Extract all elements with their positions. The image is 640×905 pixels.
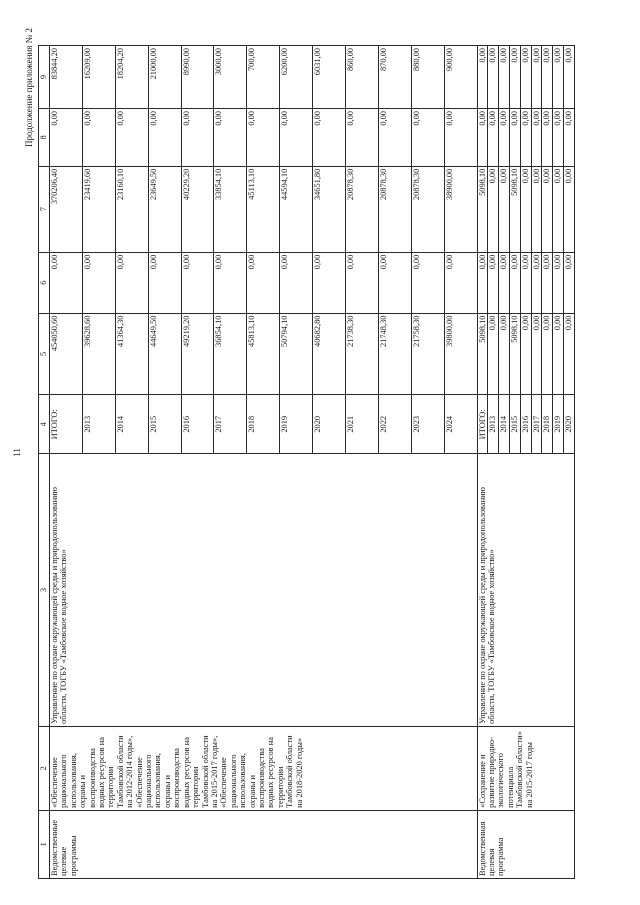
amount-cell-c8: 0,00	[214, 109, 247, 167]
amount-cell-c6: 0,00	[499, 252, 510, 313]
program-type-cell: Ведомственные целевые программы	[50, 810, 478, 878]
amount-cell-c7: 20878,30	[411, 166, 444, 252]
amount-cell-c7: 370206,40	[50, 166, 83, 252]
amount-cell-c5: 0,00	[563, 313, 574, 395]
amount-cell-c8: 0,00	[531, 109, 542, 167]
year-cell: 2019	[553, 395, 564, 454]
amount-cell-c8: 0,00	[346, 109, 379, 167]
amount-cell-c5: 44649,50	[148, 313, 181, 395]
year-cell: 2013	[82, 395, 115, 454]
amount-cell-c8: 0,00	[181, 109, 214, 167]
amount-cell-c6: 0,00	[553, 252, 564, 313]
year-cell: 2014	[499, 395, 510, 454]
amount-cell-c8: 0,00	[378, 109, 411, 167]
amount-cell-c5: 21738,30	[346, 313, 379, 395]
year-cell: 2014	[115, 395, 148, 454]
amount-cell-c7: 34651,80	[313, 166, 346, 252]
amount-cell-c7: 20878,30	[378, 166, 411, 252]
amount-cell-c9: 900,00	[444, 46, 477, 109]
amount-cell-c6: 0,00	[411, 252, 444, 313]
amount-cell-c5: 45813,10	[247, 313, 280, 395]
amount-cell-c7: 5098,10	[477, 166, 488, 252]
amount-cell-c8: 0,00	[148, 109, 181, 167]
amount-cell-c9: 870,00	[378, 46, 411, 109]
amount-cell-c7: 0,00	[563, 166, 574, 252]
amount-cell-c9: 880,00	[411, 46, 444, 109]
amount-cell-c8: 0,00	[553, 109, 564, 167]
amount-cell-c9: 0,00	[531, 46, 542, 109]
amount-cell-c6: 0,00	[488, 252, 499, 313]
amount-cell-c9: 18204,20	[115, 46, 148, 109]
amount-cell-c6: 0,00	[477, 252, 488, 313]
year-cell: 2018	[542, 395, 553, 454]
executor-cell: Управление по охране окружающей среды и природопользованию области, ТОГБУ «Тамбовское водное хозяйство»	[477, 454, 574, 727]
amount-cell-c6: 0,00	[542, 252, 553, 313]
year-cell: 2022	[378, 395, 411, 454]
year-cell: 2015	[509, 395, 520, 454]
amount-cell-c8: 0,00	[444, 109, 477, 167]
amount-cell-c7: 38900,00	[444, 166, 477, 252]
column-number: 1	[39, 810, 50, 878]
amount-cell-c5: 21758,30	[411, 313, 444, 395]
amount-cell-c9: 0,00	[499, 46, 510, 109]
year-cell: 2013	[488, 395, 499, 454]
year-cell: 2015	[148, 395, 181, 454]
table-row	[477, 46, 488, 879]
amount-cell-c7: 0,00	[488, 166, 499, 252]
year-cell: 2016	[520, 395, 531, 454]
page-number: 11	[12, 448, 22, 457]
amount-cell-c6: 0,00	[82, 252, 115, 313]
amount-cell-c9: 700,00	[247, 46, 280, 109]
column-number: 7	[39, 166, 50, 252]
amount-cell-c9: 8990,00	[181, 46, 214, 109]
amount-cell-c9: 0,00	[563, 46, 574, 109]
amount-cell-c5: 36854,10	[214, 313, 247, 395]
amount-cell-c7: 23419,60	[82, 166, 115, 252]
amount-cell-c7: 23649,50	[148, 166, 181, 252]
table-row	[50, 46, 83, 879]
amount-cell-c9: 0,00	[553, 46, 564, 109]
amount-cell-c7: 0,00	[531, 166, 542, 252]
amount-cell-c6: 0,00	[346, 252, 379, 313]
year-cell: 2020	[563, 395, 574, 454]
amount-cell-c8: 0,00	[509, 109, 520, 167]
amount-cell-c5: 49219,20	[181, 313, 214, 395]
amount-cell-c6: 0,00	[378, 252, 411, 313]
amount-cell-c7: 0,00	[542, 166, 553, 252]
column-number: 2	[39, 726, 50, 810]
amount-cell-c6: 0,00	[181, 252, 214, 313]
amount-cell-c9: 21000,00	[148, 46, 181, 109]
year-cell: 2017	[531, 395, 542, 454]
amount-cell-c7: 33854,10	[214, 166, 247, 252]
amount-cell-c5: 41364,30	[115, 313, 148, 395]
column-number: 6	[39, 252, 50, 313]
amount-cell-c9: 860,00	[346, 46, 379, 109]
amount-cell-c9: 3000,00	[214, 46, 247, 109]
amount-cell-c5: 50794,10	[280, 313, 313, 395]
amount-cell-c9: 0,00	[520, 46, 531, 109]
amount-cell-c5: 0,00	[553, 313, 564, 395]
program-type-cell: Ведомственная целевая программа	[477, 810, 574, 878]
column-number: 8	[39, 109, 50, 167]
year-cell: ИТОГО:	[477, 395, 488, 454]
year-cell: 2018	[247, 395, 280, 454]
amount-cell-c5: 21748,30	[378, 313, 411, 395]
amount-cell-c7: 0,00	[520, 166, 531, 252]
amount-cell-c8: 0,00	[82, 109, 115, 167]
amount-cell-c6: 0,00	[509, 252, 520, 313]
amount-cell-c7: 40229,20	[181, 166, 214, 252]
amount-cell-c6: 0,00	[313, 252, 346, 313]
continuation-note: Продолжение приложения № 2	[24, 28, 34, 148]
amount-cell-c8: 0,00	[542, 109, 553, 167]
year-cell: 2019	[280, 395, 313, 454]
budget-table	[38, 45, 575, 879]
amount-cell-c8: 0,00	[488, 109, 499, 167]
amount-cell-c8: 0,00	[280, 109, 313, 167]
amount-cell-c7: 45113,10	[247, 166, 280, 252]
amount-cell-c6: 0,00	[50, 252, 83, 313]
amount-cell-c7: 0,00	[499, 166, 510, 252]
year-cell: ИТОГО:	[50, 395, 83, 454]
amount-cell-c5: 0,00	[542, 313, 553, 395]
amount-cell-c6: 0,00	[280, 252, 313, 313]
amount-cell-c5: 0,00	[520, 313, 531, 395]
amount-cell-c7: 0,00	[553, 166, 564, 252]
amount-cell-c5: 5098,10	[509, 313, 520, 395]
amount-cell-c5: 0,00	[488, 313, 499, 395]
table-body	[50, 46, 575, 879]
executor-cell: Управление по охране окружающей среды и природопользованию области, ТОГБУ «Тамбовское водное хозяйство»	[50, 454, 478, 727]
amount-cell-c7: 23160,10	[115, 166, 148, 252]
amount-cell-c8: 0,00	[411, 109, 444, 167]
year-cell: 2023	[411, 395, 444, 454]
amount-cell-c5: 39800,00	[444, 313, 477, 395]
amount-cell-c5: 40682,80	[313, 313, 346, 395]
amount-cell-c8: 0,00	[499, 109, 510, 167]
amount-cell-c5: 454050,60	[50, 313, 83, 395]
column-number: 9	[39, 46, 50, 109]
amount-cell-c6: 0,00	[214, 252, 247, 313]
amount-cell-c8: 0,00	[247, 109, 280, 167]
year-cell: 2024	[444, 395, 477, 454]
year-cell: 2017	[214, 395, 247, 454]
amount-cell-c6: 0,00	[563, 252, 574, 313]
amount-cell-c9: 0,00	[488, 46, 499, 109]
amount-cell-c8: 0,00	[115, 109, 148, 167]
amount-cell-c5: 39628,60	[82, 313, 115, 395]
amount-cell-c5: 0,00	[499, 313, 510, 395]
amount-cell-c8: 0,00	[313, 109, 346, 167]
column-number-row	[39, 46, 50, 879]
amount-cell-c9: 0,00	[542, 46, 553, 109]
amount-cell-c5: 5098,10	[477, 313, 488, 395]
program-name-cell: «Сохранение и развитие природно-экологического потенциала Тамбовской области» на 2015-2017 годы	[477, 726, 574, 810]
amount-cell-c5: 0,00	[531, 313, 542, 395]
amount-cell-c9: 16209,00	[82, 46, 115, 109]
amount-cell-c8: 0,00	[50, 109, 83, 167]
column-number: 3	[39, 454, 50, 727]
amount-cell-c7: 44594,10	[280, 166, 313, 252]
year-cell: 2020	[313, 395, 346, 454]
amount-cell-c9: 0,00	[477, 46, 488, 109]
amount-cell-c7: 20878,30	[346, 166, 379, 252]
amount-cell-c9: 83844,20	[50, 46, 83, 109]
amount-cell-c6: 0,00	[247, 252, 280, 313]
program-name-cell: «Обеспечение рационального использования, охраны и воспроизводства водных ресурсов на территории Тамбовской области на 2012-2014 годы», «Обеспечение рационального использования, охраны и воспроизводства водных ресурсов на территории Тамбовской области на 2015-2017 годы», «Обеспечение рационального использования, охраны и воспроизводства водных ресурсов на территории Тамбовской области на 2018-2020 годы»	[50, 726, 478, 810]
amount-cell-c8: 0,00	[477, 109, 488, 167]
amount-cell-c6: 0,00	[444, 252, 477, 313]
amount-cell-c8: 0,00	[563, 109, 574, 167]
amount-cell-c6: 0,00	[531, 252, 542, 313]
column-number: 4	[39, 395, 50, 454]
amount-cell-c6: 0,00	[520, 252, 531, 313]
amount-cell-c9: 6200,00	[280, 46, 313, 109]
amount-cell-c7: 5098,10	[509, 166, 520, 252]
amount-cell-c6: 0,00	[148, 252, 181, 313]
year-cell: 2021	[346, 395, 379, 454]
amount-cell-c8: 0,00	[520, 109, 531, 167]
year-cell: 2016	[181, 395, 214, 454]
amount-cell-c9: 6031,00	[313, 46, 346, 109]
column-number: 5	[39, 313, 50, 395]
amount-cell-c6: 0,00	[115, 252, 148, 313]
amount-cell-c9: 0,00	[509, 46, 520, 109]
